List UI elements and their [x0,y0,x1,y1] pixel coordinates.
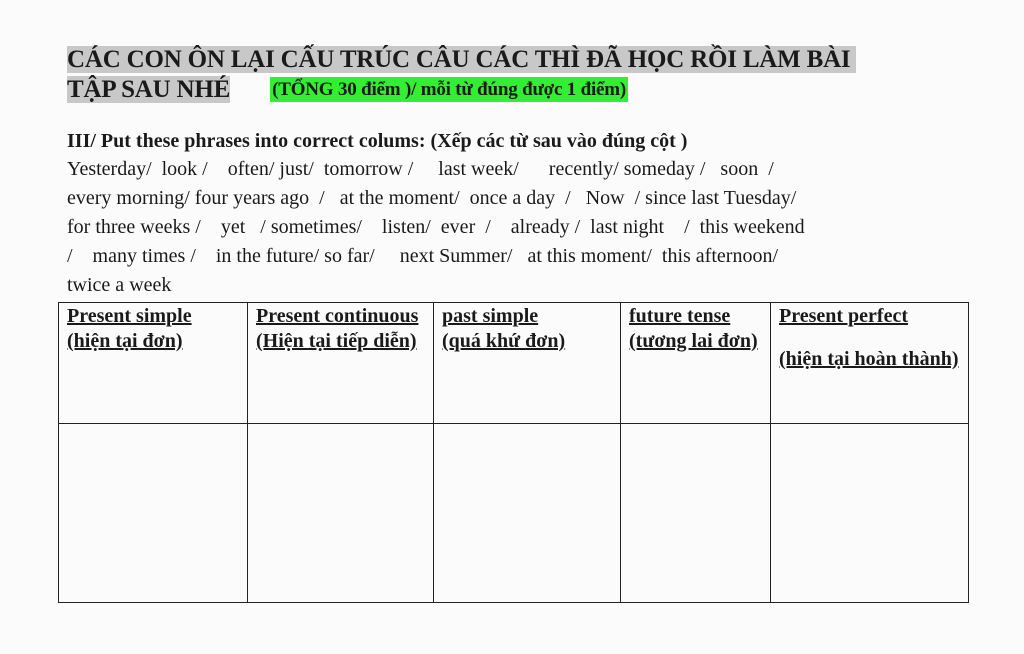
phrase-line-1: Yesterday/ look / often/ just/ tomorrow / last week/ recently/ someday / soon / [67,158,774,180]
header-label-en: future tense [629,305,731,327]
table-header-row [59,303,969,424]
tense-table [58,302,969,603]
title-line-1 [67,45,856,75]
header-label-vi: (tương lai đơn) [629,330,758,352]
header-label-vi: (hiện tại hoàn thành) [779,348,959,370]
phrase-line-5: twice a week [67,274,172,296]
header-label-vi: (hiện tại đơn) [67,330,183,352]
exercise-instruction: III/ Put these phrases into correct colums: (Xếp các từ sau vào đúng cột ) [67,130,688,152]
header-future-tense [621,303,771,424]
header-label-en: Present perfect [779,305,909,327]
answer-cell-present-continuous[interactable] [248,424,434,603]
header-label-en: Present continuous [256,305,419,327]
header-past-simple [434,303,621,424]
answer-cell-present-simple[interactable] [59,424,248,603]
table-answer-row [59,424,969,603]
header-present-simple [59,303,248,424]
header-label-vi: (quá khứ đơn) [442,330,566,352]
title-text-2: TẬP SAU NHÉ [67,76,231,103]
header-label-en: past simple [442,305,539,327]
phrase-line-2: every morning/ four years ago / at the moment/ once a day / Now / since last Tuesday/ [67,187,797,209]
answer-cell-future-tense[interactable] [621,424,771,603]
header-present-continuous [248,303,434,424]
title-line-2 [67,75,628,107]
header-present-perfect [771,303,969,424]
header-label-vi: (Hiện tại tiếp diễn) [256,330,417,352]
header-label-en: Present simple [67,305,192,327]
answer-cell-past-simple[interactable] [434,424,621,603]
phrase-line-3: for three weeks / yet / sometimes/ listen/ ever / already / last night / this weekend [67,216,805,238]
answer-cell-present-perfect[interactable] [771,424,969,603]
title-text-1: CÁC CON ÔN LẠI CẤU TRÚC CÂU CÁC THÌ ĐÃ HỌC RỒI LÀM BÀI [67,46,856,73]
phrase-line-4: / many times / in the future/ so far/ next Summer/ at this moment/ this afternoon/ [67,245,778,267]
score-highlight: (TỔNG 30 điểm )/ mỗi từ đúng được 1 điểm) [272,79,627,100]
